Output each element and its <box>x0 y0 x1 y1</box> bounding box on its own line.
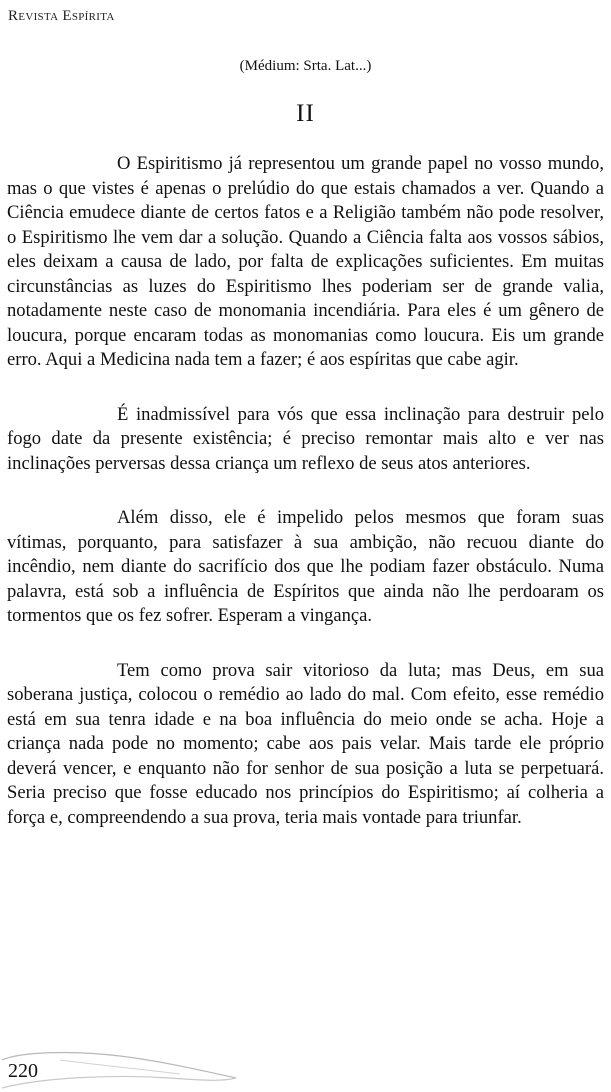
running-header-title: Revista Espírita <box>8 8 115 24</box>
body-text <box>7 152 604 860</box>
page-number: 220 <box>8 1060 38 1082</box>
medium-attribution: (Médium: Srta. Lat...) <box>239 58 372 74</box>
paragraph-2: É inadmissível para vós que essa inclinação para destruir pelo fogo date da presente existência; é preciso remontar mais alto e ver nas inclinações perversas dessa criança um reflexo de seus atos anteriores. <box>7 403 604 474</box>
section-numeral-heading: II <box>296 100 315 127</box>
paragraph-3: Além disso, ele é impelido pelos mesmos que foram suas vítimas, porquanto, para satisfazer à sua ambição, não recuou diante do incêndio, nem diante do sacrifício dos que lhe podiam fazer obstáculo. Numa palavra, está sob a influência de Espíritos que ainda não lhe perdoaram os tormentos que os fez sofrer. Esperam a vingança. <box>7 507 604 626</box>
paragraph-4: Tem como prova sair vitorioso da luta; mas Deus, em sua soberana justiça, colocou o remédio ao lado do mal. Com efeito, esse remédio está em sua tenra idade e na boa influência do meio onde se acha. Hoje a criança nada pode no momento; cabe aos pais velar. Mais tarde ele próprio deverá vencer, e enquanto não for senhor de sua posição a luta se perpetuará. Seria preciso que fosse educado nos princípios do Espiritismo; aí colheria a força e, compreendendo a sua prova, teria mais vontade para triunfar. <box>7 659 604 828</box>
paragraph-1: O Espiritismo já representou um grande papel no vosso mundo, mas o que vistes é apenas o prelúdio do que estais chamados a ver. Quando a Ciência emudece diante de certos fatos e a Religião também não pode resolver, o Espiritismo lhe vem dar a solução. Quando a Ciência falta aos vossos sábios, eles deixam a causa de lado, por falta de explicações suficientes. Em muitas circunstâncias as luzes do Espiritismo lhes poderiam ser de grande valia, notadamente neste caso de monomania incendiária. Para eles é um gênero de loucura, porque encaram todas as monomanias como loucura. Eis um grande erro. Aqui a Medicina nada tem a fazer; é aos espíritas que cabe agir. <box>7 153 604 370</box>
